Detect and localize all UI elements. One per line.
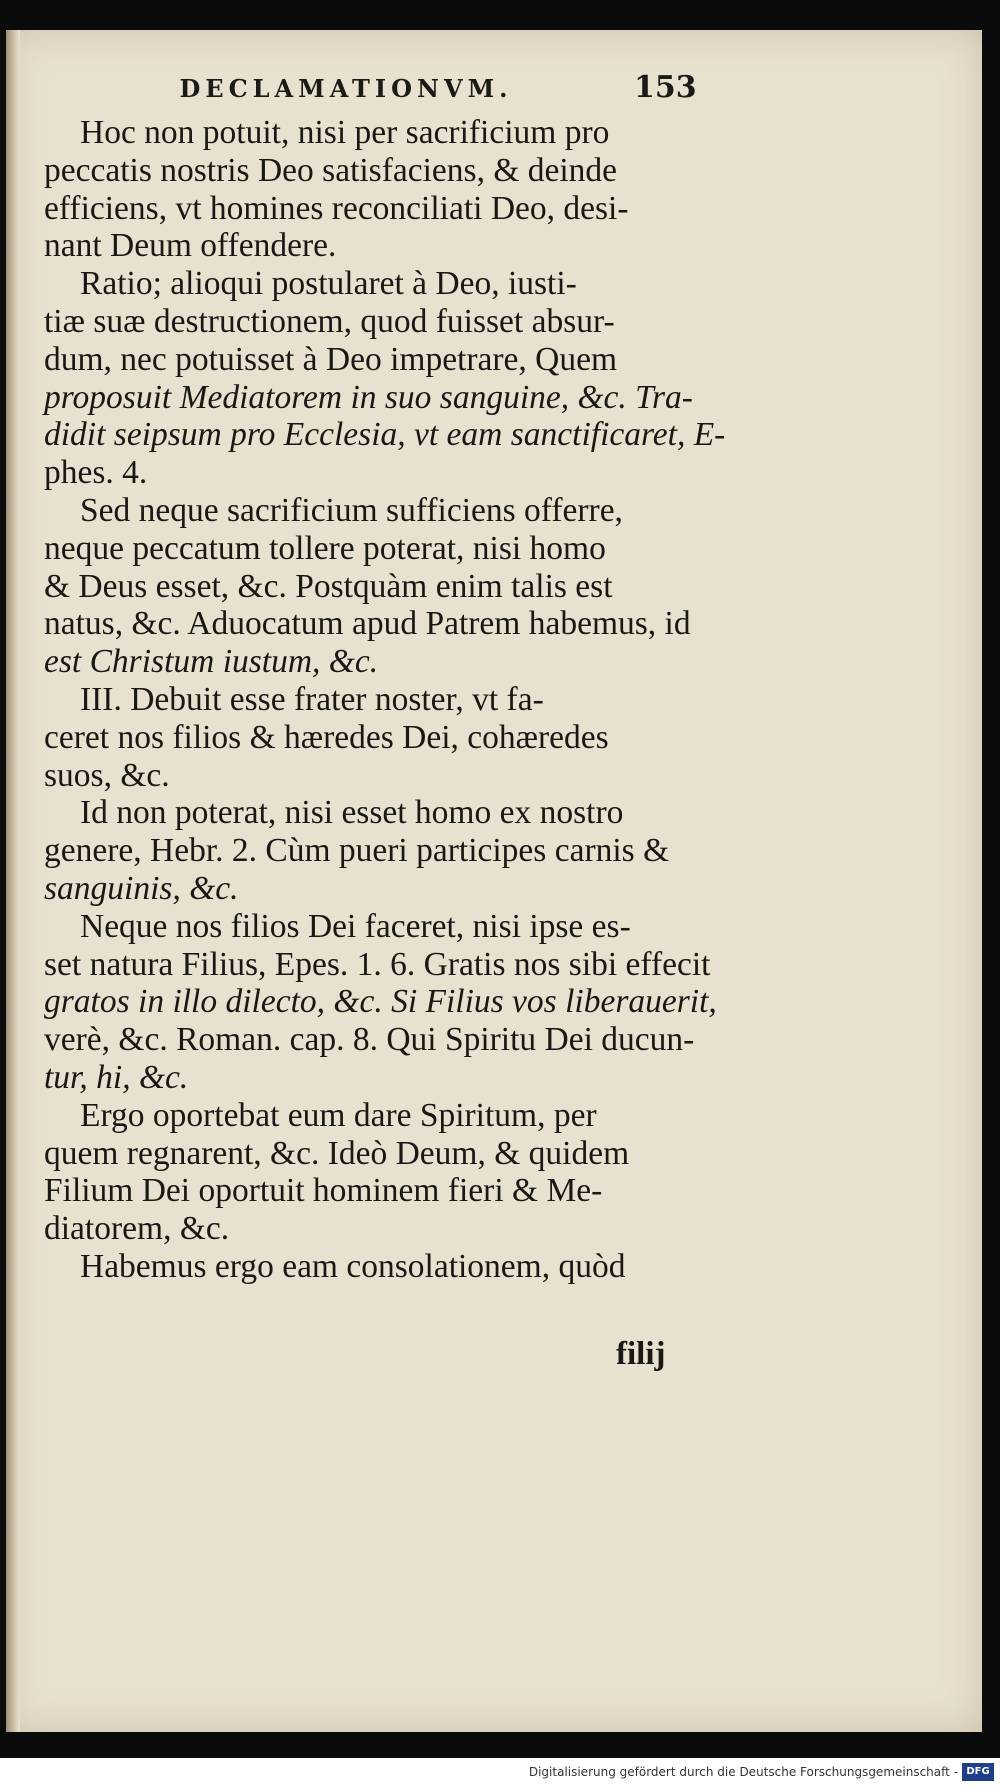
text-line: didit seipsum pro Ecclesia, vt eam sanctificaret, E- bbox=[44, 416, 726, 454]
dfg-logo: DFG bbox=[962, 1763, 994, 1781]
text-line: quem regnarent, &c. Ideò Deum, & quidem bbox=[44, 1134, 630, 1172]
text-line: ceret nos filios & hæredes Dei, cohæredes bbox=[44, 718, 609, 756]
text-line: genere, Hebr. 2. Cùm pueri participes carnis & bbox=[44, 832, 670, 870]
text-line: verè, &c. Roman. cap. 8. Qui Spiritu Dei ducun- bbox=[44, 1021, 695, 1059]
page-gutter-edge bbox=[6, 30, 20, 1732]
text-line: set natura Filius, Epes. 1. 6. Gratis nos sibi effecit bbox=[44, 945, 711, 983]
text-line: nant Deum offendere. bbox=[44, 227, 337, 265]
page-number: 153 bbox=[634, 70, 697, 105]
text-line: peccatis nostris Deo satisfaciens, & deinde bbox=[44, 151, 618, 189]
text-line: est Christum iustum, &c. bbox=[44, 643, 379, 681]
funding-credit: Digitalisierung gefördert durch die Deutsche Forschungsgemeinschaft - bbox=[528, 1765, 958, 1779]
text-line: tur, hi, &c. bbox=[44, 1058, 189, 1096]
text-line: diatorem, &c. bbox=[44, 1210, 230, 1248]
body-text bbox=[44, 114, 726, 1286]
text-line: Id non poterat, nisi esset homo ex nostro bbox=[80, 794, 624, 832]
text-line: efficiens, vt homines reconciliati Deo, desi- bbox=[44, 189, 629, 227]
text-line: natus, &c. Aduocatum apud Patrem habemus, id bbox=[44, 605, 691, 643]
text-line: Ratio; alioqui postularet à Deo, iusti- bbox=[80, 265, 577, 303]
text-line: tiæ suæ destructionem, quod fuisset absur- bbox=[44, 302, 615, 340]
text-line: Sed neque sacrificium sufficiens offerre, bbox=[80, 491, 623, 529]
text-line: sanguinis, &c. bbox=[44, 869, 239, 907]
text-line: & Deus esset, &c. Postquàm enim talis est bbox=[44, 567, 613, 605]
text-line: Neque nos filios Dei faceret, nisi ipse es- bbox=[80, 907, 631, 945]
text-line: III. Debuit esse frater noster, vt fa- bbox=[80, 680, 544, 718]
running-head: DECLAMATIONVM. bbox=[179, 74, 513, 103]
text-line: Habemus ergo eam consolationem, quòd bbox=[80, 1247, 626, 1285]
text-line: neque peccatum tollere poterat, nisi homo bbox=[44, 529, 606, 567]
text-line: gratos in illo dilecto, &c. Si Filius vos liberauerit, bbox=[44, 983, 717, 1021]
text-line: suos, &c. bbox=[44, 756, 170, 794]
book-page bbox=[6, 30, 982, 1732]
catchword: filij bbox=[616, 1336, 666, 1372]
text-line: phes. 4. bbox=[44, 454, 148, 492]
text-line: dum, nec potuisset à Deo impetrare, Quem bbox=[44, 340, 618, 378]
text-line: Hoc non potuit, nisi per sacrificium pro bbox=[80, 114, 610, 151]
text-line: proposuit Mediatorem in suo sanguine, &c. Tra- bbox=[44, 378, 693, 416]
text-line: Filium Dei oportuit hominem fieri & Me- bbox=[44, 1172, 603, 1210]
digitization-footer bbox=[0, 1758, 1000, 1788]
text-line: Ergo oportebat eum dare Spiritum, per bbox=[80, 1096, 597, 1134]
